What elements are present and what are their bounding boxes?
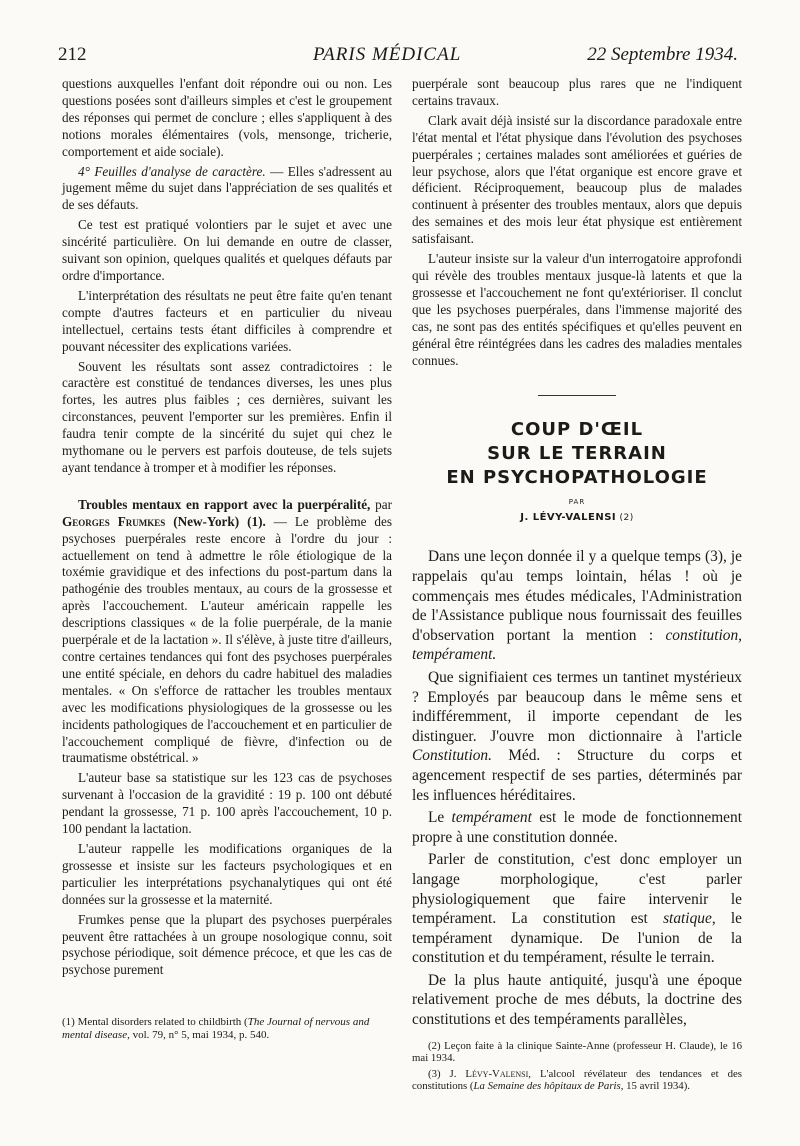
- footnote-author: Lévy-Valensi: [465, 1067, 529, 1080]
- review-author: Georges Frumkes: [62, 513, 166, 529]
- paragraph-text: — Elles s'adressent au jugement même du sujet dans l'appréciation de ses qualités et de ses défauts.: [62, 163, 392, 213]
- paragraph-text: Le: [428, 809, 452, 827]
- journal-title: PARIS MÉDICAL: [313, 44, 462, 65]
- footnote-journal: The Journal of nervous and mental disease: [62, 1016, 370, 1041]
- paragraph: [412, 668, 742, 805]
- paragraph: L'auteur rappelle les modifications organiques de la grossesse et insiste sur les facteurs psychologiques et en particulier les interprétations psychanalytiques qui ont été données sur la grossesse et la maternité.: [62, 840, 392, 907]
- emphasis: statique: [663, 910, 712, 928]
- paragraph: [412, 547, 742, 665]
- article-title: [412, 418, 742, 490]
- left-column: [62, 76, 392, 979]
- review-title: Troubles mentaux en rapport avec la puerpéralité,: [78, 496, 371, 512]
- footnote-text: (3) J.: [428, 1067, 466, 1080]
- paragraph-text: , le tempérament dynamique. De l'union de la constitution et du tempérament, résulte le terrain.: [412, 910, 742, 967]
- paragraph: Frumkes pense que la plupart des psychoses puerpérales peuvent être rattachées à un groupe nosologique connu, soit psychose périodique, soit démence précoce, et que les cas de psychose purement: [62, 911, 392, 978]
- review-place: (New-York) (1).: [165, 513, 266, 529]
- page-number: 212: [58, 44, 87, 65]
- divider: [538, 395, 616, 396]
- paragraph: [412, 808, 742, 847]
- footnote-journal: La Semaine des hôpitaux de Paris: [473, 1080, 621, 1093]
- article-title-line: SUR LE TERRAIN: [487, 443, 667, 465]
- emphasis: tempérament: [451, 809, 532, 827]
- footnote-2: (2) Leçon faite à la clinique Sainte-Anne (professeur H. Claude), le 16 mai 1934.: [412, 1039, 742, 1065]
- footnote-text: , 15 avril 1934).: [620, 1080, 691, 1093]
- paragraph: L'auteur insiste sur la valeur d'un interrogatoire approfondi qui révèle des troubles mentaux jusque-là latents et que la grossesse et l'accouchement ne font qu'extérioriser. Il conclut que les psychoses puerpérales, dans l'immense majorité des cas, ne sont pas des entités spécifiques et qu'elles peuvent en général être réintégrées dans les cadres des maladies mentales connues.: [412, 251, 742, 368]
- paragraph: questions auxquelles l'enfant doit répondre oui ou non. Les questions posées sont d'ailleurs simples et c'est le groupement des réponses qui permet de conclure ; elles s'appliquent à des notions morales élémentaires (vols, mensonge, tricherie, comportement et aide sociale).: [62, 76, 392, 159]
- paragraph: puerpérale sont beaucoup plus rares que ne l'indiquent certains travaux.: [412, 76, 742, 108]
- footnote-1: [62, 1016, 392, 1042]
- paragraph: L'auteur base sa statistique sur les 123 cas de psychoses survenant à l'occasion de la gravidité : 19 p. 100 ont débuté pendant la grossesse, 71 p. 100 après l'accouchement, 10 p. 100 pendant la lactation.: [62, 770, 392, 837]
- article-title-line: EN PSYCHOPATHOLOGIE: [446, 467, 708, 489]
- paragraph-text: Que signifiaient ces termes un tantinet mystérieux ? Employés par beaucoup dans le même sens et indifféremment, il importe cependant de les distinguer. J'ouvre mon dictionnaire à l'article: [412, 668, 742, 745]
- review-text: — Le problème des psychoses puerpérales reste encore à l'ordre du jour : actuellement on tend à admettre le rôle étiologique de la toxémie gravidique et des infections du post-partum dans la pathogénie des troubles mentaux, au cours de la grossesse et après l'accouchement. L'auteur américain rappelle les descriptions classiques « de la folie puerpérale, de la manie puerpérale et de la lactation ». Il s'élève, à juste titre d'ailleurs, contre certaines tendances qui font des psychoses puerpérales une entité spéciale, en dehors du cadre habituel des maladies mentales. « On s'efforce de rattacher les troubles mentaux avec les modifications physiologiques de la grossesse ou les incidents pathologiques de l'accouchement et en particulier de l'accouchement compliqué de fièvre, d'infection ou de traumatisme obstétrical. »: [62, 513, 393, 766]
- review-section: [62, 497, 392, 768]
- paragraph: Ce test est pratiqué volontiers par le sujet et avec une sincérité particulière. On lui demande en outre de classer, suivant son opinion, quelques qualités et quelques défauts par ordre d'importance.: [62, 217, 392, 283]
- paragraph: De la plus haute antiquité, jusqu'à une époque relativement proche de mes débuts, la doctrine des constitutions et des tempéraments parallèles,: [412, 971, 742, 1029]
- article-body: [412, 547, 742, 1029]
- author-note: (2): [616, 513, 634, 524]
- author-name: J. LÉVY-VALENSI: [520, 512, 617, 524]
- paragraph: L'interprétation des résultats ne peut être faite qu'en tenant compte d'autres facteurs et en particulier du niveau intellectuel, certains tests étant difficiles à comprendre et pouvant nécessiter des explications variées.: [62, 287, 392, 354]
- footnote-text: (1) Mental disorders related to childbirth (: [62, 1016, 248, 1028]
- emphasis: constitution, tempérament.: [412, 626, 742, 664]
- review-by: par: [370, 496, 392, 512]
- footnote-text: , vol. 79, n° 5, mai 1934, p. 540.: [127, 1029, 270, 1041]
- footnote-3: [412, 1068, 742, 1093]
- article-author: [412, 512, 742, 523]
- emphasis: Constitution.: [412, 747, 492, 765]
- paragraph: [62, 164, 392, 215]
- byline-par: PAR: [568, 498, 586, 507]
- paragraph: [412, 850, 742, 968]
- article-title-line: COUP D'ŒIL: [510, 419, 644, 441]
- issue-date: 22 Septembre 1934.: [587, 44, 738, 65]
- paragraph-text: Méd. : Structure du corps et agencement respectif de ses parties, déterminés par les influences héréditaires.: [412, 747, 742, 804]
- list-item-label: 4° Feuilles d'analyse de caractère.: [78, 163, 266, 179]
- paragraph: Clark avait déjà insisté sur la discordance paradoxale entre l'état mental et l'état physique dans l'évolution des psychoses puerpérales ; certaines malades sont améliorées et guéries de leur psychose, alors que l'état organique est encore grave et déficient. Réciproquement, beaucoup plus de malades continuent à présenter des troubles mentaux, alors que depuis des semaines et des mois leur état physique est entièrement satisfaisant.: [412, 112, 742, 247]
- running-header: [58, 44, 738, 70]
- paragraph: Souvent les résultats sont assez contradictoires : le caractère est constitué de tendances diverses, les unes plus fortes, les autres plus faibles ; ces dernières, suivant les circonstances, peuvent l'emporter sur les premières. Enfin il faudra tenir compte de la sincérité du sujet qui chez le mythomane ou le pervers est parfois douteuse, de tels sujets ayant tendance à tromper et à modifier les réponses.: [62, 358, 392, 475]
- right-column: [412, 76, 742, 1093]
- footnote-text: , L'alcool révélateur des tendances et des constitutions (: [412, 1067, 742, 1093]
- paragraph-text: Parler de constitution, c'est donc employer un langage morphologique, c'est parler physiologiquement que faire intervenir le tempérament. La constitution est: [412, 851, 742, 928]
- footnotes-right: [412, 1040, 742, 1093]
- paragraph-text: Dans une leçon donnée il y a quelque temps (3), je rappelais qu'au temps lointain, hélas ! où je commençais mes études médicales, l'Administration de l'Assistance publique nous fournissait des feuilles d'observation portant la mention :: [412, 548, 742, 644]
- paragraph-text: est le mode de fonctionnement propre à une constitution donnée.: [412, 809, 742, 846]
